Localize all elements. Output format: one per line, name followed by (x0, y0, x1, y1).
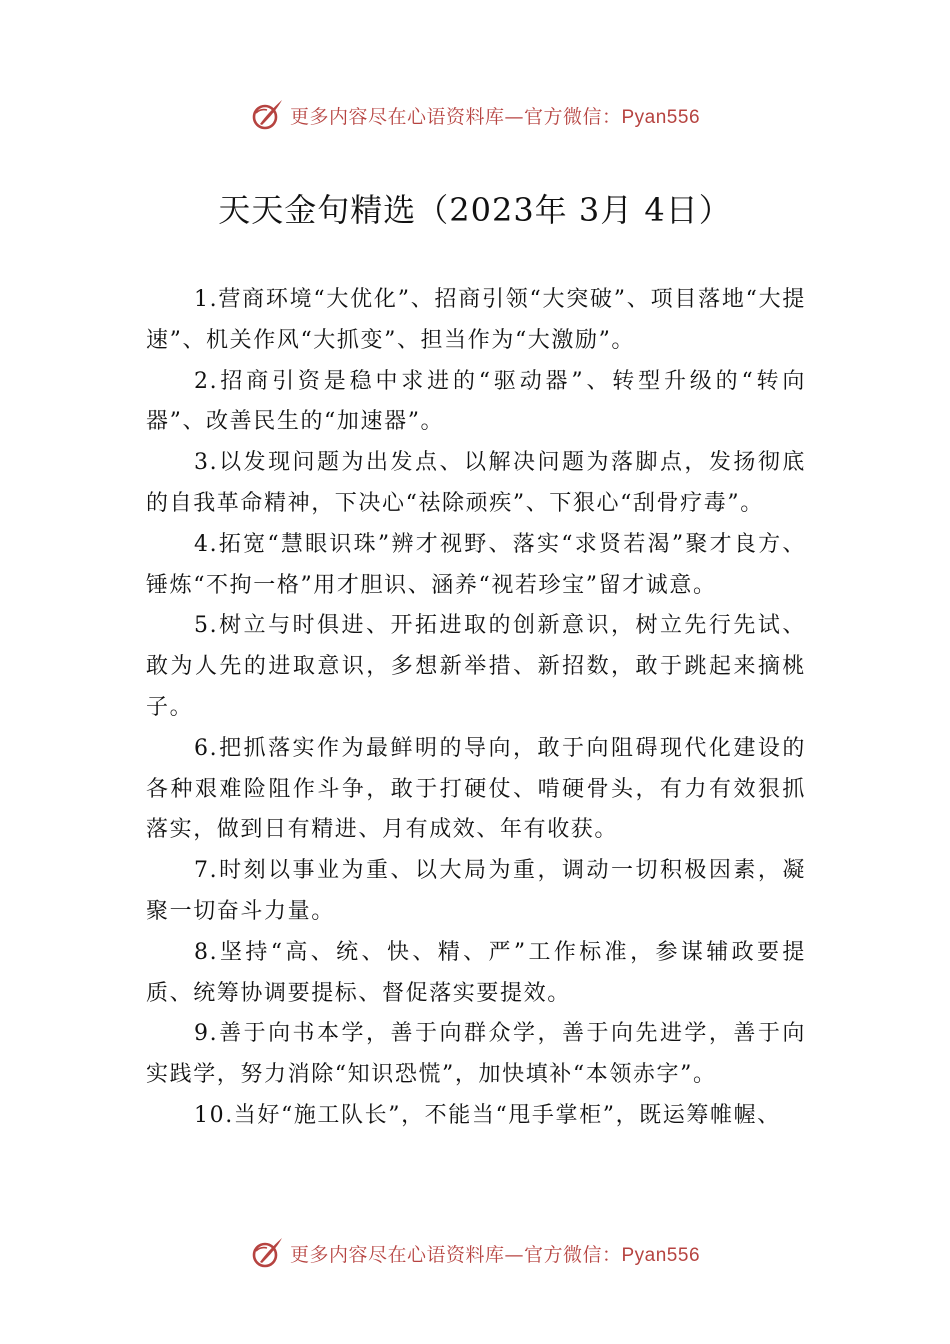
paragraph: 2.招商引资是稳中求进的“驱动器”、转型升级的“转向器”、改善民生的“加速器”。 (146, 368, 806, 435)
header-banner (0, 95, 950, 135)
footer-banner (0, 1233, 950, 1273)
header-banner-text: 更多内容尽在心语资料库—官方微信：Pyan556 (289, 105, 701, 128)
footer-wechat-id: Pyan556 (621, 1244, 701, 1266)
page-title: 天天金句精选（2023年 3月 4日） (218, 191, 732, 229)
paragraph: 9.善于向书本学，善于向群众学，善于向先进学，善于向实践学，努力消除“知识恐慌”，加快填补“本领赤字”。 (146, 1021, 806, 1088)
document-body (146, 280, 806, 1137)
paragraph: 1.营商环境“大优化”、招商引领“大突破”、项目落地“大提速”、机关作风“大抓变”、担当作为“大激励”。 (146, 287, 806, 353)
brush-pen-logo-icon (250, 97, 286, 133)
header-wechat-id: Pyan556 (621, 106, 701, 128)
paragraph: 7.时刻以事业为重、以大局为重，调动一切积极因素，凝聚一切奋斗力量。 (146, 858, 806, 924)
paragraph: 6.把抓落实作为最鲜明的导向，敢于向阻碍现代化建设的各种艰难险阻作斗争，敢于打硬仗、啃硬骨头，有力有效狠抓落实，做到日有精进、月有成效、年有收获。 (146, 735, 806, 843)
paragraph: 5.树立与时俱进、开拓进取的创新意识，树立先行先试、敢为人先的进取意识，多想新举措、新招数，敢于跳起来摘桃子。 (146, 613, 806, 720)
paragraph: 8.坚持“高、统、快、精、严”工作标准，参谋辅政要提质、统筹协调要提标、督促落实要提效。 (146, 939, 806, 1006)
paragraph: 3.以发现问题为出发点、以解决问题为落脚点，发扬彻底的自我革命精神，下决心“祛除顽疾”、下狠心“刮骨疗毒”。 (146, 450, 806, 516)
paragraph: 4.拓宽“慧眼识珠”辨才视野、落实“求贤若渴”聚才良方、锤炼“不拘一格”用才胆识、涵养“视若珍宝”留才诚意。 (146, 531, 806, 598)
brush-pen-logo-icon (250, 1235, 286, 1271)
footer-banner-text: 更多内容尽在心语资料库—官方微信：Pyan556 (289, 1243, 701, 1266)
paragraph: 10.当好“施工队长”，不能当“甩手掌柜”，既运筹帷幄、 (194, 1102, 781, 1128)
